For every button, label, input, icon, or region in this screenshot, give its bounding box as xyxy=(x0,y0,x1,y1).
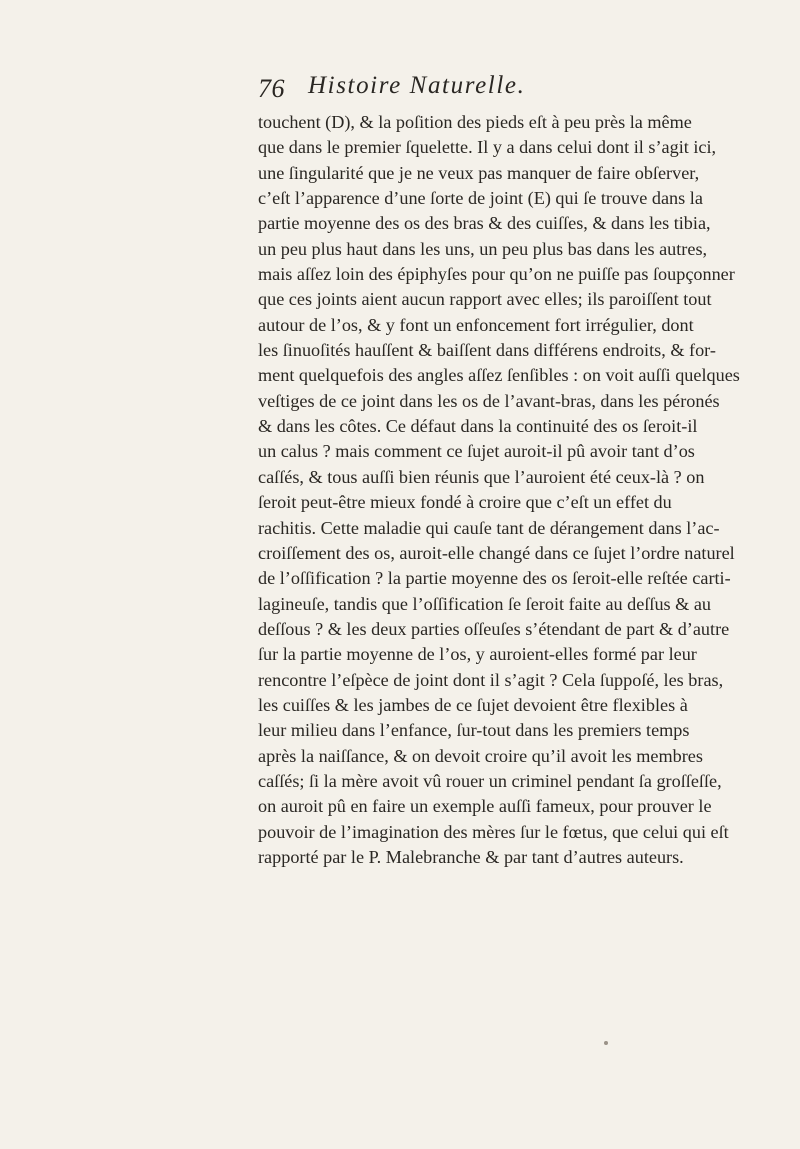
text-line: on auroit pû en faire un exemple auſſi fameux, pour prouver le xyxy=(258,796,712,817)
running-header xyxy=(258,72,678,108)
text-line: rachitis. Cette maladie qui cauſe tant de dérangement dans l’ac- xyxy=(258,517,720,538)
text-line: veſtiges de ce joint dans les os de l’avant-bras, dans les péronés xyxy=(258,390,720,411)
text-line: caſſés, & tous auſſi bien réunis que l’auroient été ceux-là ? on xyxy=(258,466,705,487)
text-line: ment quelquefois des angles aſſez ſenſibles : on voit auſſi quelques xyxy=(258,365,740,386)
text-line: deſſous ? & les deux parties oſſeuſes s’étendant de part & d’autre xyxy=(258,618,730,639)
text-line: rencontre l’eſpèce de joint dont il s’agit ? Cela ſuppoſé, les bras, xyxy=(258,669,724,690)
text-line: que ces joints aient aucun rapport avec elles; ils paroiſſent tout xyxy=(258,289,712,310)
text-line: touchent (D), & la poſition des pieds eſt à peu près la même xyxy=(258,112,692,132)
text-line: un calus ? mais comment ce ſujet auroit-il pû avoir tant d’os xyxy=(258,441,695,462)
text-line: ſeroit peut-être mieux fondé à croire que c’eſt un effet du xyxy=(258,492,672,513)
text-line: rapporté par le P. Malebranche & par tant d’autres auteurs. xyxy=(258,846,684,867)
text-line: lagineuſe, tandis que l’oſſification ſe ſeroit faite au deſſus & au xyxy=(258,593,712,614)
text-line: croiſſement des os, auroit-elle changé dans ce ſujet l’ordre naturel xyxy=(258,542,735,563)
body-text xyxy=(258,110,740,870)
running-title: Histoire Naturelle. xyxy=(308,72,526,99)
text-line: caſſés; ſi la mère avoit vû rouer un criminel pendant ſa groſſeſſe, xyxy=(258,770,722,791)
text-line: un peu plus haut dans les uns, un peu plus bas dans les autres, xyxy=(258,238,708,259)
text-line: c’eſt l’apparence d’une ſorte de joint (E) qui ſe trouve dans la xyxy=(258,188,703,209)
text-line: une ſingularité que je ne veux pas manquer de faire obſerver, xyxy=(258,162,700,183)
text-line: les ſinuoſités hauſſent & baiſſent dans différens endroits, & for- xyxy=(258,340,716,361)
text-line: & dans les côtes. Ce défaut dans la continuité des os ſeroit-il xyxy=(258,416,698,437)
text-line: que dans le premier ſquelette. Il y a dans celui dont il s’agit ici, xyxy=(258,137,717,158)
text-line: pouvoir de l’imagination des mères ſur le fœtus, que celui qui eſt xyxy=(258,821,729,842)
text-line: ſur la partie moyenne de l’os, y auroient-elles formé par leur xyxy=(258,644,697,665)
text-line: après la naiſſance, & on devoit croire qu’il avoit les membres xyxy=(258,745,703,766)
text-line: autour de l’os, & y font un enfoncement fort irrégulier, dont xyxy=(258,314,694,335)
text-line: mais aſſez loin des épiphyſes pour qu’on ne puiſſe pas ſoupçonner xyxy=(258,264,735,285)
text-line: de l’oſſification ? la partie moyenne des os ſeroit-elle reſtée carti- xyxy=(258,568,731,589)
text-line: les cuiſſes & les jambes de ce ſujet devoient être flexibles à xyxy=(258,694,688,715)
text-line: leur milieu dans l’enfance, ſur-tout dans les premiers temps xyxy=(258,720,690,741)
text-line: partie moyenne des os des bras & des cuiſſes, & dans les tibia, xyxy=(258,213,711,234)
page-number: 76 xyxy=(258,74,285,103)
paper-speck xyxy=(604,1041,608,1045)
